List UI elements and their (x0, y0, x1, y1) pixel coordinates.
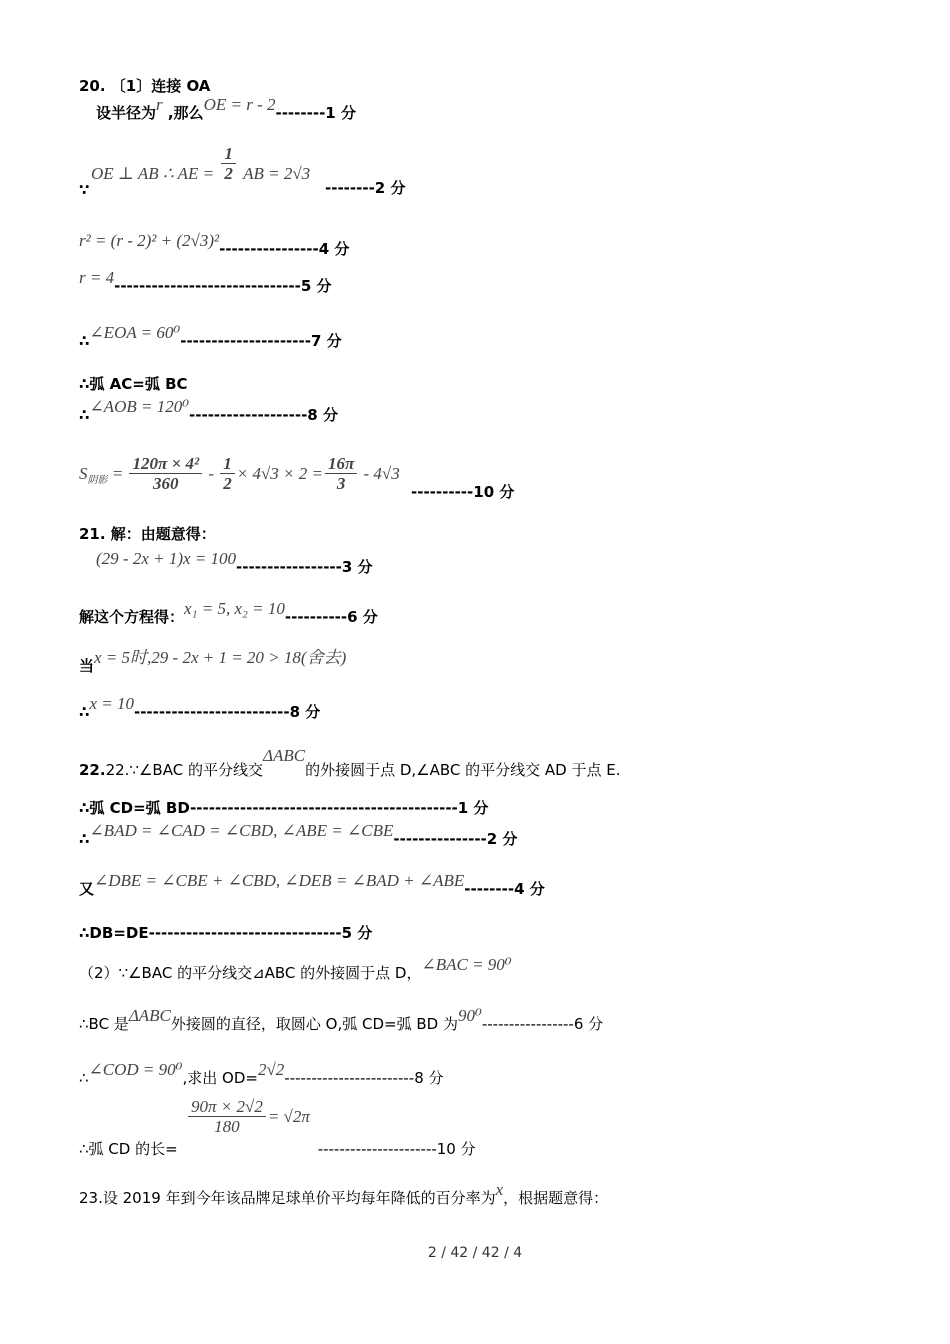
q22-line10: ∴弧 CD 的长= ----------------------10 分 (79, 1140, 476, 1158)
q20-line1: 设半径为r ,那么OE = r - 2--------1 分 (96, 95, 356, 122)
q22-line7: ∴BC 是ΔABC外接圆的直径，取圆心 O,弧 CD=弧 BD 为90⁰-----------------6 分 (79, 1006, 604, 1033)
q21-line1: (29 - 2x + 1)x = 100-----------------3 分 (96, 549, 373, 576)
q21-line2: 解这个方程得：x₁ = 5, x₂ = 10----------6 分 (79, 599, 378, 626)
q21-heading: 21. 解：由题意得： (79, 525, 216, 543)
page-number: 2 / 42 / 42 / 4 (427, 1245, 523, 1261)
q22-line1: 22.22.∵∠BAC 的平分线交ΔABC的外接圆于点 D,∠ABC 的平分线交 AD 于点 E. (79, 746, 621, 779)
q21-line4: ∴x = 10-------------------------8 分 (79, 694, 321, 721)
q20-heading: 20. 〔1〕连接 OA (79, 77, 211, 95)
q20-line5: ∴∠EOA = 60⁰---------------------7 分 (79, 323, 342, 350)
q22-line4: 又∠DBE = ∠CBE + ∠CBD, ∠DEB = ∠BAD + ∠ABE--------4 分 (79, 871, 545, 898)
q22-line3: ∴∠BAD = ∠CAD = ∠CBD, ∠ABE = ∠CBE---------------2 分 (79, 821, 518, 848)
q23-line1: 23.设 2019 年到今年该品牌足球单价平均每年降低的百分率为x，根据题意得： (79, 1180, 609, 1207)
q22-line9: $\frac{90\pi \times 2√2}{180}$ = √2π (186, 1097, 310, 1137)
q22-line6: （2）∵∠BAC 的平分线交⊿ABC 的外接圆于点 D，∠BAC = 90⁰ (79, 955, 512, 982)
q20-line7: ∴∠AOB = 120⁰-------------------8 分 (79, 397, 338, 424)
q21-line3: 当x = 5时,29 - 2x + 1 = 20 > 18(舍去) (79, 648, 347, 675)
q20-line4: r = 4------------------------------5 分 (79, 268, 332, 295)
q22-line2: ∴弧 CD=弧 BD-------------------------------------------1 分 (79, 799, 489, 817)
q22-line5: ∴DB=DE-------------------------------5 分 (79, 924, 373, 942)
q22-line8: ∴∠COD = 90⁰,求出 OD=2√2------------------------8 分 (79, 1060, 444, 1087)
q20-line3: r² = (r - 2)² + (2√3)²----------------4 分 (79, 231, 350, 258)
q20-line6: ∴弧 AC=弧 BC (79, 375, 188, 393)
